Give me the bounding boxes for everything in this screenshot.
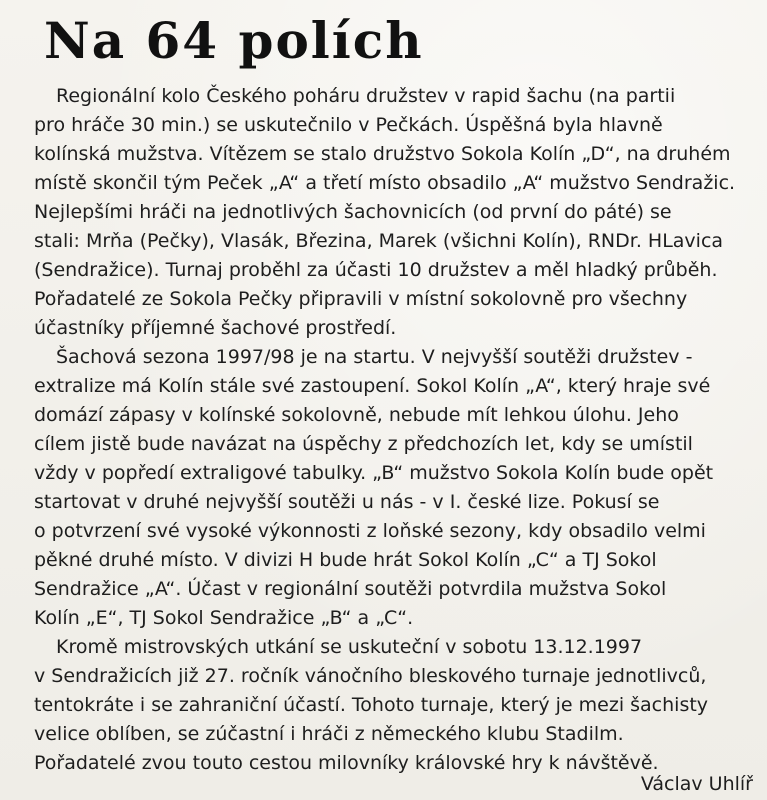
text-line: účastníky příjemné šachové prostředí. bbox=[34, 317, 397, 339]
text-line: Pořadatelé ze Sokola Pečky připravili v místní sokolovně pro všechny bbox=[34, 288, 688, 310]
text-line: pěkné druhé místo. V divizi H bude hrát Sokol Kolín „C“ a TJ Sokol bbox=[34, 549, 657, 571]
paragraph-2 bbox=[34, 343, 754, 633]
paragraph-1 bbox=[34, 82, 754, 343]
author-signature: Václav Uhlíř bbox=[640, 773, 753, 795]
text-line: (Sendražice). Turnaj proběhl za účasti 10 družstev a měl hladký průběh. bbox=[34, 259, 718, 281]
text-line: Pořadatelé zvou touto cestou milovníky královské hry k návštěvě. bbox=[34, 752, 659, 774]
text-line: cílem jistě bude navázat na úspěchy z předchozích let, kdy se umístil bbox=[34, 433, 693, 455]
text-line: extralize má Kolín stále své zastoupení. Sokol Kolín „A“, který hraje své bbox=[34, 375, 711, 397]
text-line: Sendražice „A“. Účast v regionální soutěži potvrdila mužstva Sokol bbox=[34, 578, 667, 600]
article-title: Na 64 polích bbox=[44, 11, 424, 70]
text-line: startovat v druhé nejvyšší soutěži u nás - v I. české lize. Pokusí se bbox=[34, 491, 660, 513]
text-line: Kromě mistrovských utkání se uskuteční v sobotu 13.12.1997 bbox=[56, 636, 643, 658]
text-line: kolínská mužstva. Vítězem se stalo družstvo Sokola Kolín „D“, na druhém bbox=[34, 143, 731, 165]
text-line: Kolín „E“, TJ Sokol Sendražice „B“ a „C“. bbox=[34, 607, 414, 629]
text-line: o potvrzení své vysoké výkonnosti z loňské sezony, kdy obsadilo velmi bbox=[34, 520, 706, 542]
paragraph-3 bbox=[34, 633, 754, 778]
text-line: Nejlepšími hráči na jednotlivých šachovnicích (od první do páté) se bbox=[34, 201, 672, 223]
text-line: Regionální kolo Českého poháru družstev v rapid šachu (na partii bbox=[56, 85, 676, 107]
text-line: vždy v popředí extraligové tabulky. „B“ mužstvo Sokola Kolín bude opět bbox=[34, 462, 714, 484]
text-line: v Sendražicích již 27. ročník vánočního bleskového turnaje jednotlivců, bbox=[34, 665, 707, 687]
text-line: tentokráte i se zahraniční účastí. Tohoto turnaje, který je mezi šachisty bbox=[34, 694, 709, 716]
text-line: stali: Mrňa (Pečky), Vlasák, Březina, Marek (všichni Kolín), RNDr. HLavica bbox=[34, 230, 724, 252]
text-line: místě skončil tým Peček „A“ a třetí místo obsadilo „A“ mužstvo Sendražic. bbox=[34, 172, 736, 194]
text-line: domází zápasy v kolínské sokolovně, nebude mít lehkou úlohu. Jeho bbox=[34, 404, 679, 426]
text-line: pro hráče 30 min.) se uskutečnilo v Pečkách. Úspěšná byla hlavně bbox=[34, 114, 663, 136]
text-line: velice oblíben, se zúčastní i hráči z německého klubu Stadilm. bbox=[34, 723, 624, 745]
article-body bbox=[34, 82, 754, 778]
text-line: Šachová sezona 1997/98 je na startu. V nejvyšší soutěži družstev - bbox=[56, 346, 693, 368]
